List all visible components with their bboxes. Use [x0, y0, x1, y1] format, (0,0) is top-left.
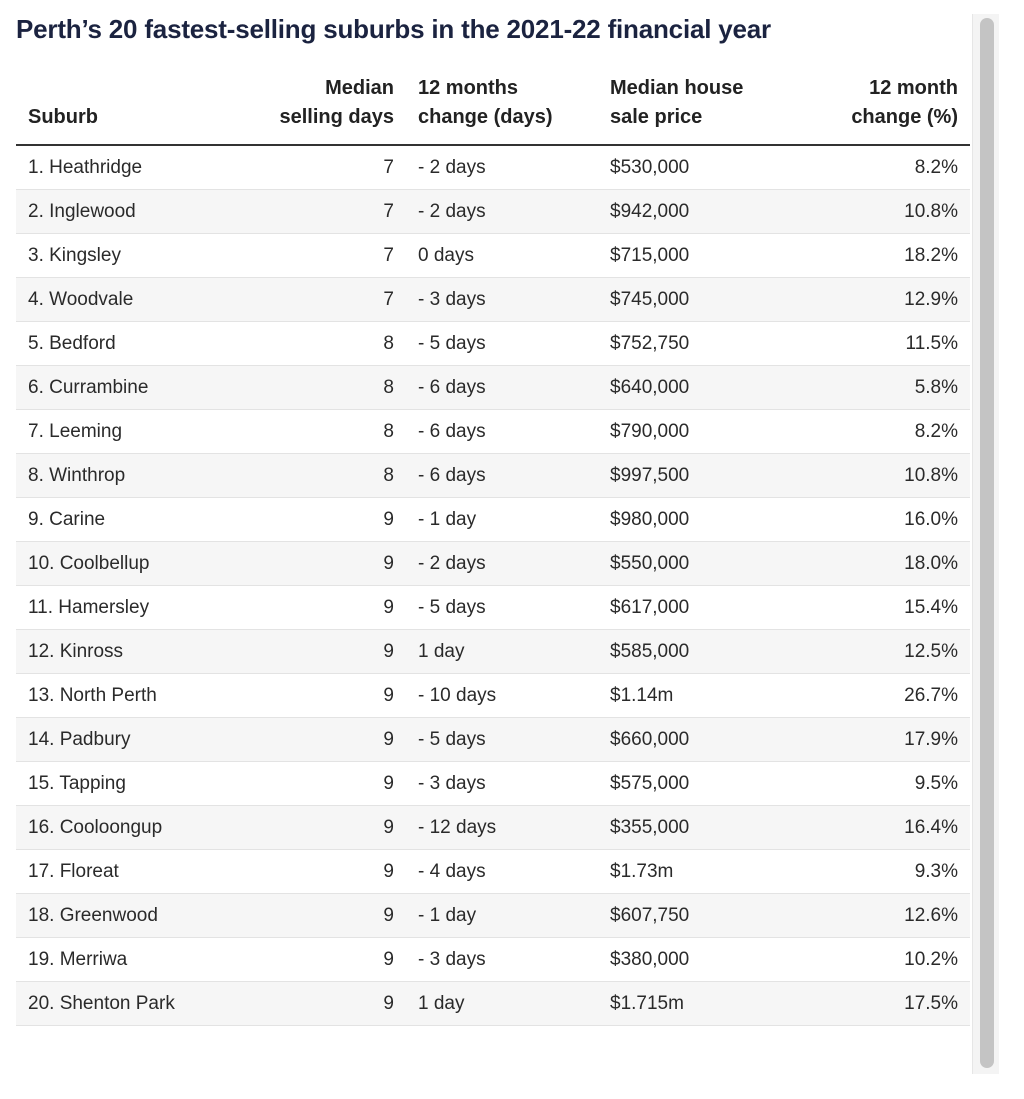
table-row	[16, 234, 970, 278]
cell-change-pct: 12.9%	[803, 278, 970, 322]
cell-median-price: $607,750	[598, 894, 803, 938]
cell-change-pct: 16.0%	[803, 498, 970, 542]
cell-median-price: $530,000	[598, 145, 803, 190]
cell-change-pct: 8.2%	[803, 410, 970, 454]
cell-median-price: $942,000	[598, 190, 803, 234]
table-row	[16, 674, 970, 718]
table-row	[16, 278, 970, 322]
cell-median-selling-days: 9	[238, 806, 406, 850]
table-row	[16, 718, 970, 762]
cell-median-selling-days: 9	[238, 586, 406, 630]
cell-median-selling-days: 9	[238, 498, 406, 542]
header-median-selling-days	[238, 74, 406, 145]
cell-median-selling-days: 7	[238, 190, 406, 234]
cell-median-price: $355,000	[598, 806, 803, 850]
cell-median-selling-days: 7	[238, 278, 406, 322]
cell-median-price: $575,000	[598, 762, 803, 806]
cell-suburb: 3. Kingsley	[16, 234, 238, 278]
cell-change-days: - 1 day	[406, 894, 598, 938]
scrollbar-thumb[interactable]	[980, 18, 994, 1068]
header-12-month-change-pct	[803, 74, 970, 145]
header-change-pct-line1: 12 month	[869, 77, 958, 99]
cell-suburb: 12. Kinross	[16, 630, 238, 674]
cell-change-days: - 6 days	[406, 454, 598, 498]
suburbs-table	[16, 74, 970, 1026]
cell-suburb: 20. Shenton Park	[16, 982, 238, 1026]
cell-median-selling-days: 7	[238, 145, 406, 190]
cell-change-pct: 11.5%	[803, 322, 970, 366]
cell-change-pct: 17.9%	[803, 718, 970, 762]
cell-change-pct: 12.6%	[803, 894, 970, 938]
cell-change-pct: 10.8%	[803, 190, 970, 234]
cell-change-days: - 2 days	[406, 145, 598, 190]
table-row	[16, 322, 970, 366]
cell-median-price: $752,750	[598, 322, 803, 366]
table-row	[16, 145, 970, 190]
cell-median-price: $715,000	[598, 234, 803, 278]
cell-change-pct: 26.7%	[803, 674, 970, 718]
cell-change-days: 0 days	[406, 234, 598, 278]
cell-median-selling-days: 9	[238, 542, 406, 586]
cell-median-selling-days: 8	[238, 410, 406, 454]
header-change-days-line1: 12 months	[418, 77, 519, 99]
cell-suburb: 16. Cooloongup	[16, 806, 238, 850]
header-price-line1: Median house	[610, 77, 744, 99]
cell-suburb: 14. Padbury	[16, 718, 238, 762]
cell-median-price: $997,500	[598, 454, 803, 498]
table-row	[16, 894, 970, 938]
cell-change-days: - 3 days	[406, 762, 598, 806]
header-suburb	[16, 74, 238, 145]
cell-median-price: $745,000	[598, 278, 803, 322]
cell-median-selling-days: 9	[238, 718, 406, 762]
data-table-container	[16, 74, 970, 1026]
table-row	[16, 366, 970, 410]
table-row	[16, 806, 970, 850]
header-median-house-price	[598, 74, 803, 145]
header-days-line1: Median	[325, 77, 394, 99]
cell-change-pct: 10.2%	[803, 938, 970, 982]
cell-change-pct: 8.2%	[803, 145, 970, 190]
cell-change-pct: 18.0%	[803, 542, 970, 586]
cell-median-price: $550,000	[598, 542, 803, 586]
table-row	[16, 982, 970, 1026]
cell-median-price: $1.14m	[598, 674, 803, 718]
cell-change-pct: 9.3%	[803, 850, 970, 894]
cell-change-days: - 5 days	[406, 322, 598, 366]
cell-suburb: 9. Carine	[16, 498, 238, 542]
cell-median-price: $1.73m	[598, 850, 803, 894]
cell-change-pct: 15.4%	[803, 586, 970, 630]
cell-median-selling-days: 7	[238, 234, 406, 278]
table-row	[16, 454, 970, 498]
table-body	[16, 145, 970, 1026]
header-suburb-label: Suburb	[28, 106, 98, 128]
cell-change-days: - 3 days	[406, 938, 598, 982]
cell-change-days: - 2 days	[406, 190, 598, 234]
cell-suburb: 6. Currambine	[16, 366, 238, 410]
cell-median-price: $640,000	[598, 366, 803, 410]
cell-median-selling-days: 9	[238, 630, 406, 674]
cell-median-selling-days: 9	[238, 762, 406, 806]
cell-change-days: - 3 days	[406, 278, 598, 322]
cell-change-days: - 5 days	[406, 586, 598, 630]
cell-change-pct: 16.4%	[803, 806, 970, 850]
header-days-line2: selling days	[279, 106, 394, 128]
cell-change-days: - 2 days	[406, 542, 598, 586]
cell-median-price: $660,000	[598, 718, 803, 762]
cell-suburb: 2. Inglewood	[16, 190, 238, 234]
table-row	[16, 630, 970, 674]
table-row	[16, 542, 970, 586]
cell-suburb: 11. Hamersley	[16, 586, 238, 630]
cell-suburb: 1. Heathridge	[16, 145, 238, 190]
cell-change-days: - 6 days	[406, 410, 598, 454]
cell-suburb: 10. Coolbellup	[16, 542, 238, 586]
cell-median-price: $380,000	[598, 938, 803, 982]
table-header	[16, 74, 970, 145]
cell-change-days: - 10 days	[406, 674, 598, 718]
cell-change-pct: 17.5%	[803, 982, 970, 1026]
cell-change-pct: 9.5%	[803, 762, 970, 806]
cell-suburb: 4. Woodvale	[16, 278, 238, 322]
cell-median-price: $585,000	[598, 630, 803, 674]
header-price-line2: sale price	[610, 106, 703, 128]
cell-change-days: - 5 days	[406, 718, 598, 762]
cell-suburb: 8. Winthrop	[16, 454, 238, 498]
table-row	[16, 498, 970, 542]
header-row	[16, 74, 970, 145]
table-row	[16, 762, 970, 806]
cell-change-days: - 12 days	[406, 806, 598, 850]
header-change-days-line2: change (days)	[418, 106, 553, 128]
cell-suburb: 7. Leeming	[16, 410, 238, 454]
table-row	[16, 586, 970, 630]
cell-median-price: $617,000	[598, 586, 803, 630]
cell-median-selling-days: 8	[238, 322, 406, 366]
table-row	[16, 190, 970, 234]
header-12-months-change-days	[406, 74, 598, 145]
cell-change-days: 1 day	[406, 630, 598, 674]
table-row	[16, 410, 970, 454]
cell-change-pct: 5.8%	[803, 366, 970, 410]
cell-median-selling-days: 9	[238, 982, 406, 1026]
cell-median-selling-days: 8	[238, 454, 406, 498]
cell-median-selling-days: 9	[238, 674, 406, 718]
table-row	[16, 850, 970, 894]
cell-median-selling-days: 9	[238, 938, 406, 982]
cell-change-days: 1 day	[406, 982, 598, 1026]
cell-median-selling-days: 8	[238, 366, 406, 410]
cell-suburb: 15. Tapping	[16, 762, 238, 806]
cell-change-days: - 4 days	[406, 850, 598, 894]
cell-median-selling-days: 9	[238, 850, 406, 894]
cell-suburb: 5. Bedford	[16, 322, 238, 366]
cell-suburb: 18. Greenwood	[16, 894, 238, 938]
cell-median-price: $790,000	[598, 410, 803, 454]
cell-median-price: $980,000	[598, 498, 803, 542]
cell-median-selling-days: 9	[238, 894, 406, 938]
header-change-pct-line2: change (%)	[851, 106, 958, 128]
cell-median-price: $1.715m	[598, 982, 803, 1026]
cell-change-days: - 6 days	[406, 366, 598, 410]
cell-change-pct: 18.2%	[803, 234, 970, 278]
page-title: Perth’s 20 fastest-selling suburbs in the 2021-22 financial year	[16, 14, 771, 44]
table-row	[16, 938, 970, 982]
cell-change-pct: 10.8%	[803, 454, 970, 498]
cell-suburb: 13. North Perth	[16, 674, 238, 718]
cell-suburb: 17. Floreat	[16, 850, 238, 894]
cell-change-pct: 12.5%	[803, 630, 970, 674]
cell-change-days: - 1 day	[406, 498, 598, 542]
cell-suburb: 19. Merriwa	[16, 938, 238, 982]
